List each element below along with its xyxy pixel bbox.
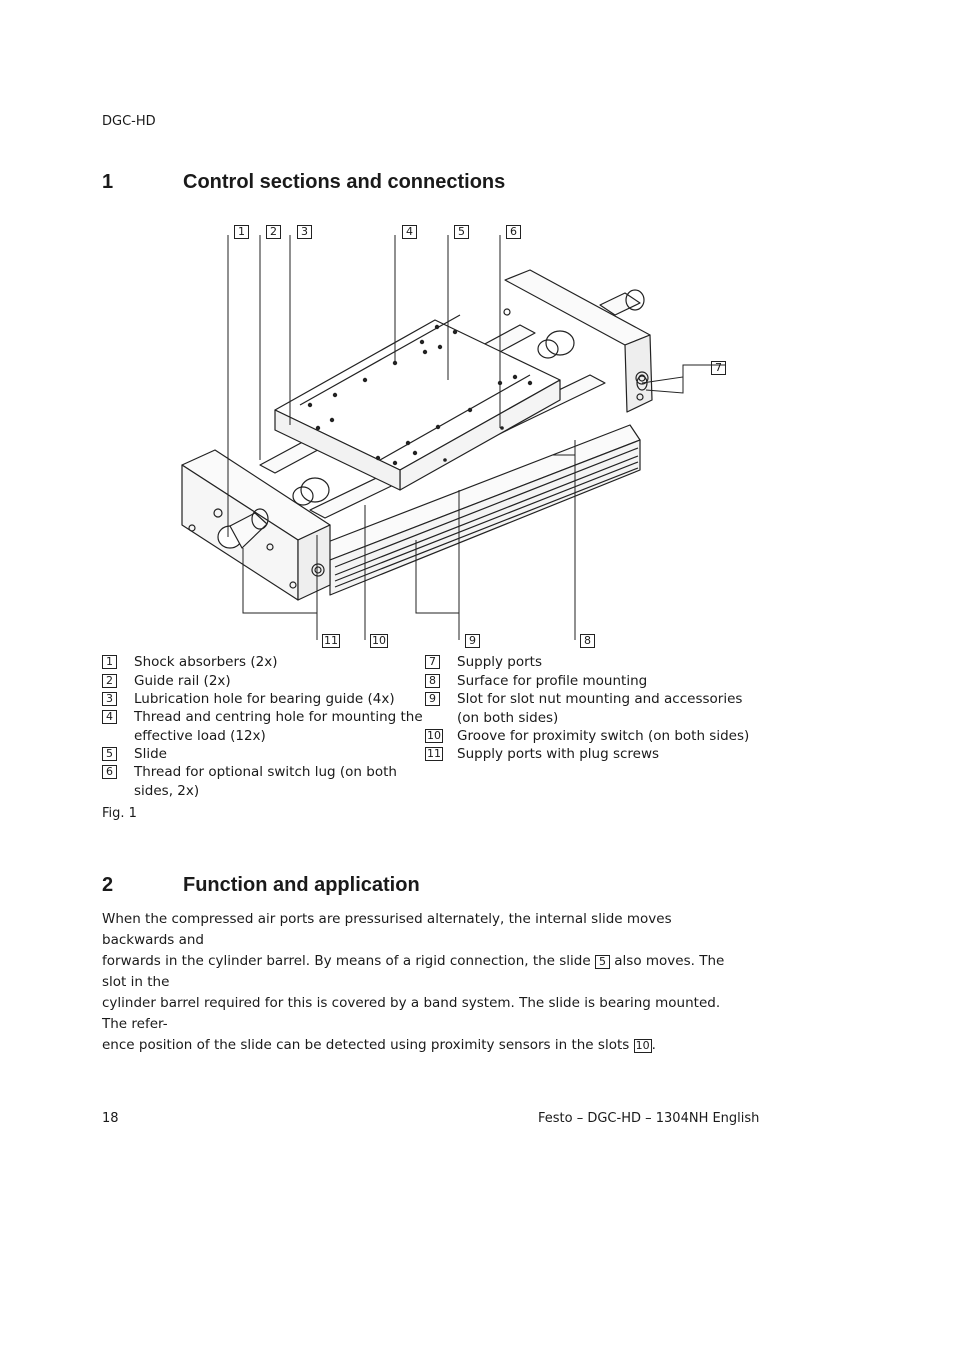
callout-8: 8 xyxy=(580,634,595,648)
legend-number: 1 xyxy=(102,655,117,669)
legend-number: 11 xyxy=(427,747,441,760)
legend-number: 4 xyxy=(102,710,117,724)
legend-text-cont: effective load (12x) xyxy=(134,728,266,744)
footer-page-number: 18 xyxy=(102,1111,119,1126)
legend-text: Supply ports xyxy=(457,654,543,670)
para-line-4a: ence position of the slide can be detected using proximity sensors in the slots xyxy=(102,1037,630,1053)
legend-text: Lubrication hole for bearing guide (4x) xyxy=(134,691,395,707)
callout-10: 10 xyxy=(372,634,386,647)
para-line-4 xyxy=(102,1035,742,1056)
legend-number: 2 xyxy=(102,674,117,688)
header-doc-id: DGC-HD xyxy=(102,114,156,129)
legend-item xyxy=(425,727,750,746)
footer-doc-ref: Festo – DGC-HD – 1304NH English xyxy=(538,1111,760,1126)
legend-text: Slide xyxy=(134,746,167,762)
legend-item xyxy=(425,653,745,672)
para-line-2 xyxy=(102,951,742,993)
para-line-3: cylinder barrel required for this is covered by a band system. The slide is bearing mounted. The refer- xyxy=(102,995,721,1032)
legend-number: 5 xyxy=(102,747,117,761)
para-line-2a: forwards in the cylinder barrel. By means of a rigid connection, the slide xyxy=(102,953,591,969)
legend-number: 9 xyxy=(425,692,440,706)
actuator-drawing xyxy=(170,215,740,650)
callout-6: 6 xyxy=(506,225,521,239)
legend-number: 7 xyxy=(425,655,440,669)
legend-text: Thread and centring hole for mounting the xyxy=(134,709,423,725)
ref-slots-10: 10 xyxy=(635,1039,650,1052)
legend-text: Thread for optional switch lug (on both xyxy=(134,764,397,780)
legend-item xyxy=(102,708,422,746)
legend-item xyxy=(102,672,422,691)
para-line-4b: . xyxy=(651,1037,656,1053)
legend-text: Groove for proximity switch (on both sides) xyxy=(457,728,750,744)
legend-number: 10 xyxy=(427,729,441,742)
legend-text: Guide rail (2x) xyxy=(134,673,231,689)
legend-text: Slot for slot nut mounting and accessories xyxy=(457,691,743,707)
legend-item xyxy=(425,745,745,764)
section1-title: Control sections and connections xyxy=(183,171,506,193)
section2-title: Function and application xyxy=(183,874,420,896)
figure-caption: Fig. 1 xyxy=(102,806,137,821)
figure-actuator xyxy=(170,215,740,650)
callout-5: 5 xyxy=(454,225,469,239)
para-line-1: When the compressed air ports are pressurised alternately, the internal slide moves backwards and xyxy=(102,911,672,948)
para-line-2b: also moves. The slot in the xyxy=(102,953,725,990)
section2-paragraph xyxy=(102,909,742,1056)
callout-4: 4 xyxy=(402,225,417,239)
callout-3: 3 xyxy=(297,225,312,239)
legend-number: 3 xyxy=(102,692,117,706)
legend-text: Surface for profile mounting xyxy=(457,673,648,689)
callout-1: 1 xyxy=(234,225,249,239)
legend-number: 6 xyxy=(102,765,117,779)
legend-number: 8 xyxy=(425,674,440,688)
callout-11: 11 xyxy=(324,634,338,647)
legend-item xyxy=(102,653,422,672)
legend-item xyxy=(102,690,422,709)
callout-9: 9 xyxy=(465,634,480,648)
callout-7: 7 xyxy=(711,361,726,375)
section1-number: 1 xyxy=(102,171,114,193)
legend-item xyxy=(425,672,745,691)
legend-item xyxy=(425,690,745,728)
legend-text-cont: (on both sides) xyxy=(457,710,559,726)
legend-item xyxy=(102,745,422,764)
section2-number: 2 xyxy=(102,874,114,896)
callout-2: 2 xyxy=(266,225,281,239)
legend-item xyxy=(102,763,422,801)
legend-text-cont: sides, 2x) xyxy=(134,783,200,799)
ref-slide-5: 5 xyxy=(595,955,610,969)
legend-text: Shock absorbers (2x) xyxy=(134,654,278,670)
legend-text: Supply ports with plug screws xyxy=(457,746,660,762)
